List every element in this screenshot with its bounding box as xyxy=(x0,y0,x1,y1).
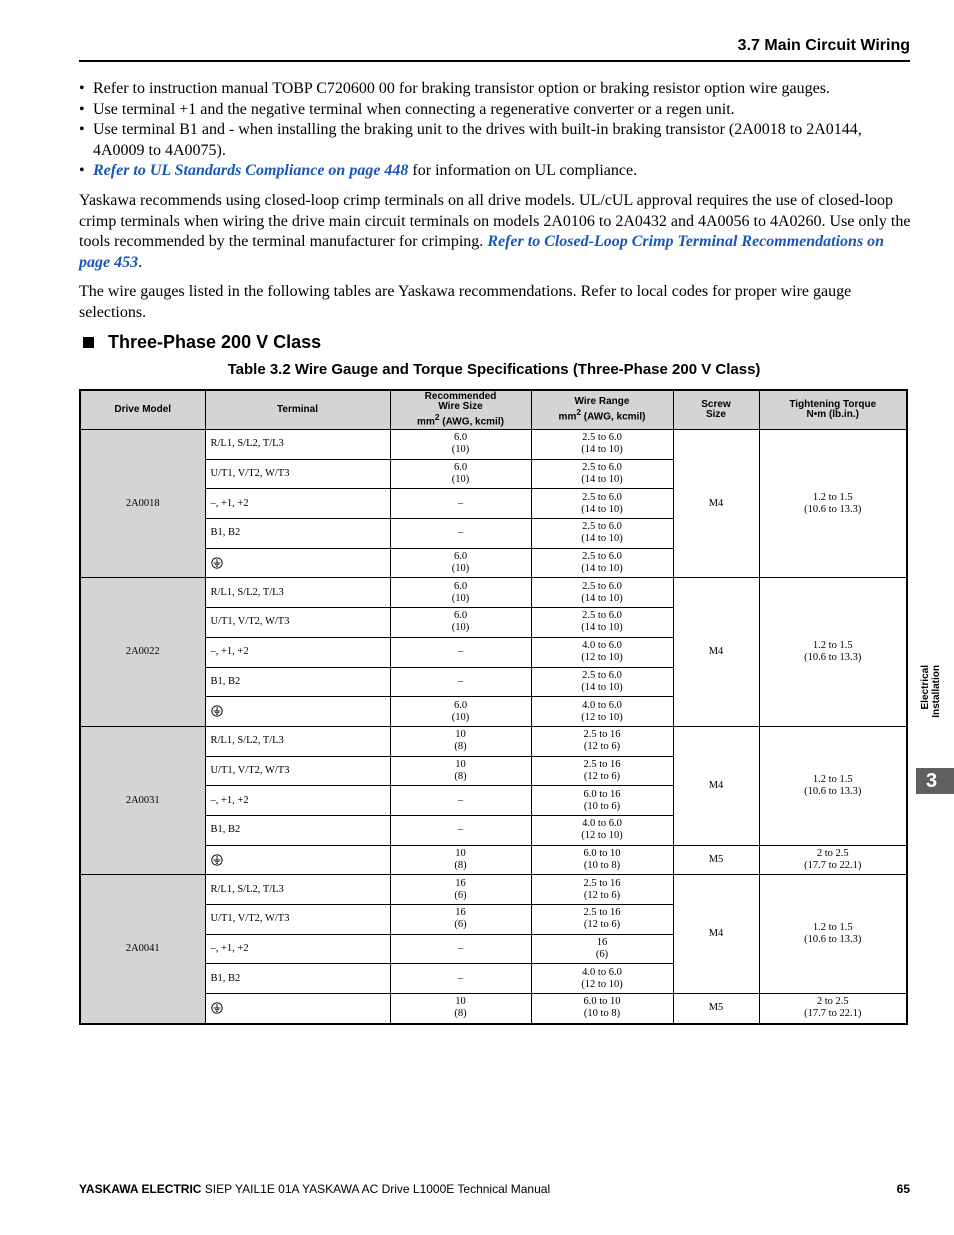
screw-size-cell: M4 xyxy=(673,875,759,994)
bullet-item xyxy=(79,120,913,161)
tightening-torque-cell-line: 1.2 to 1.5 xyxy=(812,922,853,934)
section-heading xyxy=(83,332,321,353)
recommended-wire-size-cell xyxy=(390,459,531,489)
recommended-wire-size-cell-line: – xyxy=(457,497,464,509)
wire-range-cell xyxy=(531,994,673,1024)
terminal-cell: U/T1, V/T2, W/T3 xyxy=(205,608,390,638)
section-heading-text: Three-Phase 200 V Class xyxy=(108,332,322,352)
tightening-torque-cell-line: 1.2 to 1.5 xyxy=(812,491,853,503)
bullet-item xyxy=(79,100,913,121)
wire-range-cell-line: (14 to 10) xyxy=(581,474,623,486)
ground-icon xyxy=(211,705,223,717)
bullet-item xyxy=(79,161,913,182)
recommended-wire-size-cell-line: – xyxy=(457,972,464,984)
wire-range-cell xyxy=(531,756,673,786)
header-line: Tightening Torque xyxy=(789,399,877,410)
tightening-torque-cell-line: (10.6 to 13.3) xyxy=(804,934,862,946)
page-footer xyxy=(79,1182,910,1196)
ground-terminal-cell xyxy=(205,845,390,875)
header-line: Size xyxy=(705,409,726,420)
bullet-dot: • xyxy=(79,121,85,138)
recommended-wire-size-cell xyxy=(390,786,531,816)
terminal-cell: –, +1, +2 xyxy=(205,489,390,519)
recommended-wire-size-cell-line: 6.0 xyxy=(453,699,468,711)
recommended-wire-size-cell-line: (8) xyxy=(454,859,467,871)
recommended-wire-size-cell xyxy=(390,726,531,756)
tightening-torque-cell-line: (17.7 to 22.1) xyxy=(804,1008,862,1020)
header-recommended-wire-size xyxy=(390,390,531,430)
wire-range-cell-line: (12 to 6) xyxy=(583,741,621,753)
tightening-torque-cell-line: (10.6 to 13.3) xyxy=(804,652,862,664)
wire-range-cell-line: (14 to 10) xyxy=(581,592,623,604)
wire-range-cell-line: 4.0 to 6.0 xyxy=(582,818,622,830)
drive-model-cell: 2A0018 xyxy=(80,430,205,578)
table-caption: Table 3.2 Wire Gauge and Torque Specifications (Three-Phase 200 V Class) xyxy=(227,361,761,378)
terminal-cell: –, +1, +2 xyxy=(205,934,390,964)
header-sup: 2 xyxy=(434,412,440,423)
wire-range-cell-line: (12 to 10) xyxy=(581,830,623,842)
terminal-cell: R/L1, S/L2, T/L3 xyxy=(205,430,390,460)
wire-range-cell-line: 16 xyxy=(596,937,608,949)
wire-range-cell-line: (14 to 10) xyxy=(581,444,623,456)
table-row xyxy=(80,875,907,905)
recommended-wire-size-cell-line: (8) xyxy=(454,741,467,753)
wire-range-cell-line: 2.5 to 6.0 xyxy=(582,580,622,592)
wire-range-cell xyxy=(531,608,673,638)
paragraph-end: . xyxy=(138,253,143,271)
recommended-wire-size-cell-line: 6.0 xyxy=(453,610,468,622)
header-sup: 2 xyxy=(576,407,581,418)
ground-terminal-cell xyxy=(205,697,390,727)
recommended-wire-size-cell xyxy=(390,667,531,697)
wire-range-cell xyxy=(531,459,673,489)
recommended-wire-size-cell xyxy=(390,548,531,578)
recommended-wire-size-cell-line: (10) xyxy=(451,474,470,486)
bullet-dot: • xyxy=(79,162,85,179)
header-rule xyxy=(79,60,910,62)
bullet-text: Use terminal B1 and - when installing the braking unit to the drives with built-in braking transistor (2A0018 to 2A0144, 4A0009 to 4A0075). xyxy=(93,121,862,159)
wire-range-cell xyxy=(531,430,673,460)
wire-range-cell-line: (12 to 10) xyxy=(581,711,623,723)
wire-range-cell-line: (14 to 10) xyxy=(581,622,623,634)
wire-range-cell-line: 4.0 to 6.0 xyxy=(582,640,622,652)
recommended-wire-size-cell xyxy=(390,815,531,845)
tightening-torque-cell xyxy=(759,578,907,726)
chapter-tab: 3 xyxy=(916,768,954,794)
recommended-wire-size-cell-line: (8) xyxy=(454,1008,467,1020)
wire-range-cell-line: (10 to 8) xyxy=(583,1008,621,1020)
bullet-item xyxy=(79,79,913,100)
wire-range-cell-line: 2.5 to 6.0 xyxy=(582,491,622,503)
recommended-wire-size-cell xyxy=(390,637,531,667)
recommended-wire-size-cell xyxy=(390,964,531,994)
wire-range-cell xyxy=(531,637,673,667)
wire-range-cell-line: 2.5 to 16 xyxy=(583,907,621,919)
wire-range-cell-line: 6.0 to 16 xyxy=(583,788,621,800)
drive-model-cell: 2A0041 xyxy=(80,875,205,1024)
recommended-wire-size-cell-line: 16 xyxy=(455,907,466,919)
bullet-dot: • xyxy=(79,80,85,97)
recommended-wire-size-cell xyxy=(390,519,531,549)
tightening-torque-cell-line: 1.2 to 1.5 xyxy=(812,773,853,785)
ul-compliance-link[interactable]: Refer to UL Standards Compliance on page 448 xyxy=(93,162,409,179)
wire-range-cell-line: 6.0 to 10 xyxy=(583,996,621,1008)
terminal-cell: –, +1, +2 xyxy=(205,637,390,667)
wire-range-cell xyxy=(531,786,673,816)
wire-range-cell xyxy=(531,964,673,994)
wire-range-cell xyxy=(531,875,673,905)
header-terminal: Terminal xyxy=(205,390,390,430)
table-row xyxy=(80,430,907,460)
recommended-wire-size-cell-line: (10) xyxy=(451,563,470,575)
wire-range-cell-line: (12 to 6) xyxy=(583,770,621,782)
terminal-cell: U/T1, V/T2, W/T3 xyxy=(205,756,390,786)
recommended-wire-size-cell-line: 10 xyxy=(455,729,466,741)
recommended-wire-size-cell-line: – xyxy=(457,794,464,806)
wire-range-cell-line: (12 to 6) xyxy=(583,889,621,901)
recommended-wire-size-cell-line: – xyxy=(457,527,464,539)
screw-size-cell: M5 xyxy=(673,845,759,875)
terminal-cell: B1, B2 xyxy=(205,964,390,994)
recommended-wire-size-cell xyxy=(390,934,531,964)
recommended-wire-size-cell xyxy=(390,905,531,935)
wire-range-cell xyxy=(531,845,673,875)
page-section-title: 3.7 Main Circuit Wiring xyxy=(737,37,910,54)
recommended-wire-size-cell-line: 6.0 xyxy=(453,551,468,563)
header-line: Recommended xyxy=(424,391,497,403)
recommended-wire-size-cell-line: 16 xyxy=(455,877,466,889)
crimp-terminal-link[interactable]: Refer to Closed-Loop Crimp Terminal Recommendations on page 453 xyxy=(79,233,885,271)
recommended-wire-size-cell-line: 10 xyxy=(455,996,466,1008)
recommended-wire-size-cell-line: – xyxy=(457,675,464,687)
wire-range-cell xyxy=(531,578,673,608)
recommended-wire-size-cell-line: (6) xyxy=(454,889,467,901)
screw-size-cell: M4 xyxy=(673,578,759,726)
wire-range-cell-line: 2.5 to 6.0 xyxy=(582,462,622,474)
bullet-dot: • xyxy=(79,100,85,118)
bullet-text-with-link xyxy=(93,161,637,182)
recommended-wire-size-cell-line: – xyxy=(457,824,464,836)
paragraph-text: Yaskawa recommends using closed-loop crimp terminals on all drive models. UL/cUL approval requires the use of closed-loop crimp terminals when wiring the drive main circuit terminals on models 2A0106 to 2A0432 and 4A0056 to 4A0260. Use only the tools recommended by the terminal manufacturer for crimping. xyxy=(79,192,911,250)
recommended-wire-size-cell-line: – xyxy=(457,646,464,658)
wire-range-cell-line: (14 to 10) xyxy=(581,563,623,575)
recommended-wire-size-cell xyxy=(390,756,531,786)
terminal-cell: U/T1, V/T2, W/T3 xyxy=(205,905,390,935)
wire-range-cell-line: 4.0 to 6.0 xyxy=(582,966,622,978)
wire-range-cell xyxy=(531,726,673,756)
wire-gauge-paragraph: The wire gauges listed in the following tables are Yaskawa recommendations. Refer to local codes for proper wire gauge selections. xyxy=(79,283,852,321)
header-line: mm xyxy=(417,416,435,428)
recommended-wire-size-cell-line: 6.0 xyxy=(453,432,468,444)
wire-range-cell-line: 2.5 to 6.0 xyxy=(582,669,622,681)
screw-size-cell: M4 xyxy=(673,726,759,845)
table-row xyxy=(80,845,907,875)
wire-range-cell xyxy=(531,697,673,727)
header-line: Wire Size xyxy=(438,401,483,413)
wire-range-cell-line: (12 to 6) xyxy=(583,919,621,931)
bullet-text: Use terminal +1 and the negative terminal when connecting a regenerative converter or a regen unit. xyxy=(93,100,735,118)
wire-range-cell-line: 2.5 to 6.0 xyxy=(582,610,622,622)
screw-size-cell: M5 xyxy=(673,994,759,1024)
header-line: (AWG, kcmil) xyxy=(439,416,504,428)
wire-range-cell-line: 2.5 to 6.0 xyxy=(582,551,622,563)
wire-range-cell xyxy=(531,489,673,519)
recommended-wire-size-cell xyxy=(390,875,531,905)
tightening-torque-cell-line: (10.6 to 13.3) xyxy=(804,785,862,797)
wire-range-cell-line: (12 to 10) xyxy=(581,978,623,990)
tightening-torque-cell xyxy=(759,845,907,875)
wire-range-cell-line: (10 to 8) xyxy=(583,859,621,871)
wire-range-cell-line: 2.5 to 6.0 xyxy=(582,432,622,444)
drive-model-cell: 2A0022 xyxy=(80,578,205,726)
wire-range-cell xyxy=(531,815,673,845)
recommended-wire-size-cell-line: 6.0 xyxy=(453,462,468,474)
wire-range-cell-line: 2.5 to 6.0 xyxy=(582,521,622,533)
recommended-wire-size-cell-line: – xyxy=(457,943,464,955)
terminal-cell: R/L1, S/L2, T/L3 xyxy=(205,875,390,905)
bullet-list xyxy=(79,79,913,182)
wire-range-cell xyxy=(531,934,673,964)
recommended-wire-size-cell xyxy=(390,608,531,638)
recommended-wire-size-cell xyxy=(390,845,531,875)
footer-text xyxy=(79,1182,550,1196)
table-row xyxy=(80,578,907,608)
recommended-wire-size-cell xyxy=(390,994,531,1024)
ground-icon xyxy=(211,1002,223,1014)
ground-terminal-cell xyxy=(205,548,390,578)
recommended-wire-size-cell-line: (10) xyxy=(451,622,470,634)
wire-range-cell xyxy=(531,519,673,549)
table-body xyxy=(80,430,907,1024)
table-header-row xyxy=(80,390,907,430)
wire-range-cell-line: 2.5 to 16 xyxy=(583,758,621,770)
header-line: mm xyxy=(558,411,577,423)
terminal-cell: –, +1, +2 xyxy=(205,786,390,816)
tightening-torque-cell xyxy=(759,994,907,1024)
recommended-wire-size-cell-line: (10) xyxy=(451,444,470,456)
recommended-wire-size-cell-line: 10 xyxy=(455,847,466,859)
wire-range-cell-line: (14 to 10) xyxy=(581,681,623,693)
tightening-torque-cell-line: (10.6 to 13.3) xyxy=(804,503,862,515)
tightening-torque-cell-line: 2 to 2.5 xyxy=(816,996,849,1008)
wire-range-cell xyxy=(531,548,673,578)
table-row xyxy=(80,994,907,1024)
header-screw-size xyxy=(673,390,759,430)
terminal-cell: B1, B2 xyxy=(205,519,390,549)
header-line: (AWG, kcmil) xyxy=(580,411,646,423)
wire-range-cell-line: (10 to 6) xyxy=(583,800,621,812)
recommended-wire-size-cell xyxy=(390,430,531,460)
wire-range-cell-line: 6.0 to 10 xyxy=(583,847,621,859)
bullet-text: for information on UL compliance. xyxy=(408,162,638,179)
recommended-wire-size-cell xyxy=(390,489,531,519)
ground-icon xyxy=(211,854,223,866)
wire-range-cell xyxy=(531,905,673,935)
wire-range-cell-line: 4.0 to 6.0 xyxy=(582,699,622,711)
wire-range-cell-line: (14 to 10) xyxy=(581,503,623,515)
header-tightening-torque xyxy=(759,390,907,430)
crimp-terminal-paragraph xyxy=(79,191,913,273)
table-row xyxy=(80,726,907,756)
footer-manual-title: SIEP YAIL1E 01A YASKAWA AC Drive L1000E Technical Manual xyxy=(201,1182,551,1196)
wire-range-cell-line: (12 to 10) xyxy=(581,652,623,664)
header-wire-range xyxy=(531,390,673,430)
wire-range-cell-line: (14 to 10) xyxy=(581,533,623,545)
page-number: 65 xyxy=(896,1182,910,1196)
wire-range-cell-line: 2.5 to 16 xyxy=(583,877,621,889)
terminal-cell: U/T1, V/T2, W/T3 xyxy=(205,459,390,489)
header-line: N•m (lb.in.) xyxy=(806,409,859,420)
recommended-wire-size-cell-line: (10) xyxy=(451,711,470,723)
recommended-wire-size-cell-line: (6) xyxy=(454,919,467,931)
terminal-cell: B1, B2 xyxy=(205,667,390,697)
header-line: Screw xyxy=(701,399,731,410)
wire-range-cell-line: 2.5 to 16 xyxy=(583,729,621,741)
tightening-torque-cell xyxy=(759,875,907,994)
recommended-wire-size-cell-line: (8) xyxy=(454,770,467,782)
terminal-cell: R/L1, S/L2, T/L3 xyxy=(205,578,390,608)
recommended-wire-size-cell-line: 10 xyxy=(455,758,466,770)
screw-size-cell: M4 xyxy=(673,430,759,578)
recommended-wire-size-cell xyxy=(390,578,531,608)
recommended-wire-size-cell-line: (10) xyxy=(451,592,470,604)
wire-range-cell xyxy=(531,667,673,697)
terminal-cell: R/L1, S/L2, T/L3 xyxy=(205,726,390,756)
terminal-cell: B1, B2 xyxy=(205,815,390,845)
header-drive-model: Drive Model xyxy=(80,390,205,430)
wire-range-cell-line: (6) xyxy=(595,949,609,961)
wire-gauge-table xyxy=(79,389,908,1025)
ground-terminal-cell xyxy=(205,994,390,1024)
bullet-text: Refer to instruction manual TOBP C720600 00 for braking transistor option or braking resistor option wire gauges. xyxy=(93,80,830,97)
drive-model-cell: 2A0031 xyxy=(80,726,205,874)
recommended-wire-size-cell xyxy=(390,697,531,727)
tightening-torque-cell xyxy=(759,430,907,578)
tightening-torque-cell-line: 2 to 2.5 xyxy=(816,847,849,859)
tightening-torque-cell-line: (17.7 to 22.1) xyxy=(804,859,862,871)
header-line: Wire Range xyxy=(574,396,630,408)
tightening-torque-cell xyxy=(759,726,907,845)
ground-icon xyxy=(211,557,223,569)
footer-brand: YASKAWA ELECTRIC xyxy=(79,1182,202,1196)
square-bullet-icon xyxy=(83,337,94,348)
tightening-torque-cell-line: 1.2 to 1.5 xyxy=(812,640,853,652)
side-tab-label: Electrical Installation xyxy=(920,665,942,718)
recommended-wire-size-cell-line: 6.0 xyxy=(453,580,468,592)
